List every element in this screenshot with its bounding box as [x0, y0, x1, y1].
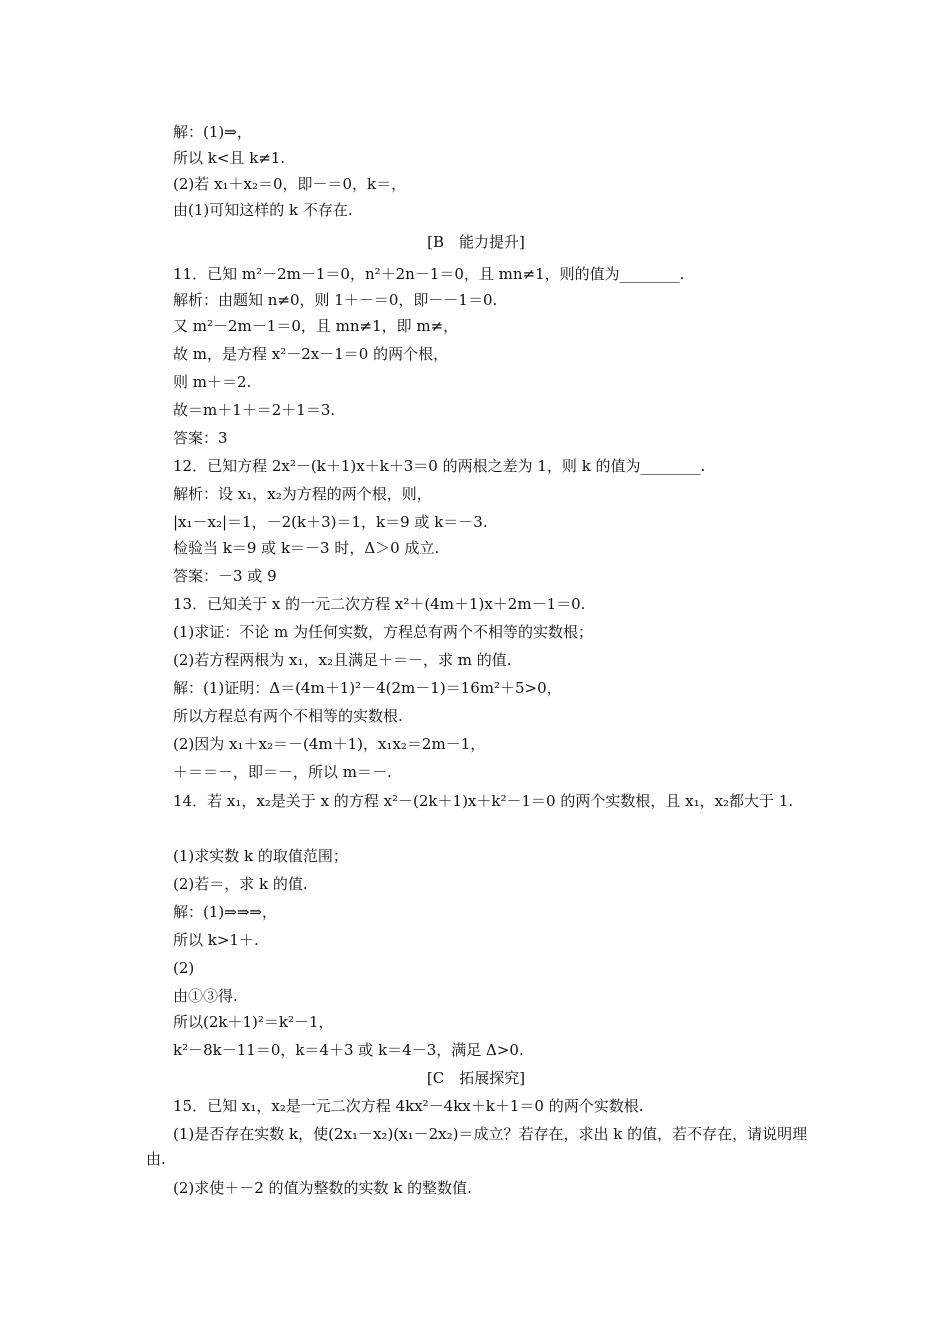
text-line: (1)求证：不论 m 为任何实数，方程总有两个不相等的实数根；	[173, 623, 594, 641]
text-line: 解：(1)⇒，	[173, 123, 252, 141]
text-line: 检验当 k＝9 或 k＝－3 时，Δ＞0 成立.	[173, 539, 440, 557]
text-line: 所以方程总有两个不相等的实数根.	[173, 707, 403, 725]
question-12: 12．已知方程 2x²－(k＋1)x＋k＋3＝0 的两根之差为 1，则 k 的值为________.	[173, 457, 706, 475]
text-line: (1)求实数 k 的取值范围；	[173, 847, 348, 865]
section-heading: [B 能力提升]	[427, 233, 525, 251]
text-line: 解：(1)证明：Δ＝(4m＋1)²－4(2m－1)＝16m²＋5>0，	[173, 679, 562, 697]
section-heading: [C 拓展探究]	[426, 1069, 526, 1087]
text-line: k²－8k－11＝0，k＝4＋3 或 k＝4－3，满足 Δ>0.	[173, 1041, 524, 1059]
question-13: 13．已知关于 x 的一元二次方程 x²＋(4m＋1)x＋2m－1＝0.	[173, 595, 586, 613]
text-line: 解析：由题知 n≠0，则 1＋－＝0，即－－1＝0.	[173, 291, 498, 309]
text-line: 所以 k>1＋.	[173, 931, 259, 949]
text-line: (2)若＝，求 k 的值.	[173, 875, 308, 893]
text-line: 又 m²－2m－1＝0，且 mn≠1，即 m≠，	[173, 317, 459, 335]
text-line: 故 m，是方程 x²－2x－1＝0 的两个根，	[173, 345, 449, 363]
text-line: 由①③得.	[173, 987, 238, 1005]
text-line: 所以 k<且 k≠1.	[173, 149, 286, 167]
text-line: 解：(1)⇒⇒⇒，	[173, 903, 277, 921]
text-line: 则 m＋＝2.	[173, 373, 252, 391]
question-11: 11．已知 m²－2m－1＝0，n²＋2n－1＝0，且 mn≠1，则的值为________.	[173, 265, 685, 283]
text-line: (2)	[173, 959, 195, 977]
text-line: (2)因为 x₁＋x₂＝－(4m＋1)，x₁x₂＝2m－1，	[173, 735, 486, 753]
question-15: 15．已知 x₁，x₂是一元二次方程 4kx²－4kx＋k＋1＝0 的两个实数根.	[173, 1097, 644, 1115]
text-line: |x₁－x₂|＝1，－2(k＋3)＝1，k＝9 或 k＝－3.	[173, 513, 488, 531]
answer-line: 答案：－3 或 9	[173, 567, 277, 585]
answer-line: 答案：3	[173, 429, 228, 447]
text-line: 解析：设 x₁，x₂为方程的两个根，则，	[173, 485, 432, 503]
text-line: ＋＝＝－，即＝－，所以 m＝－.	[173, 763, 392, 781]
question-14: 14．若 x₁，x₂是关于 x 的方程 x²－(2k＋1)x＋k²－1＝0 的两个实数根，且 x₁，x₂都大于 1.	[173, 792, 794, 810]
text-line: 故＝m＋1＋＝2＋1＝3.	[173, 401, 336, 419]
text-line: 由(1)可知这样的 k 不存在.	[173, 201, 353, 219]
text-line: (2)若方程两根为 x₁，x₂且满足＋＝－，求 m 的值.	[173, 651, 512, 669]
text-line: 所以(2k＋1)²＝k²－1，	[173, 1013, 334, 1031]
text-line: (2)若 x₁＋x₂＝0，即－＝0，k＝，	[173, 175, 407, 193]
text-line: (1)是否存在实数 k，使(2x₁－x₂)(x₁－2x₂)＝成立？若存在，求出 k 的值，若不存在，请说明理由.	[146, 1125, 808, 1168]
text-line: (2)求使＋－2 的值为整数的实数 k 的整数值.	[173, 1179, 472, 1197]
